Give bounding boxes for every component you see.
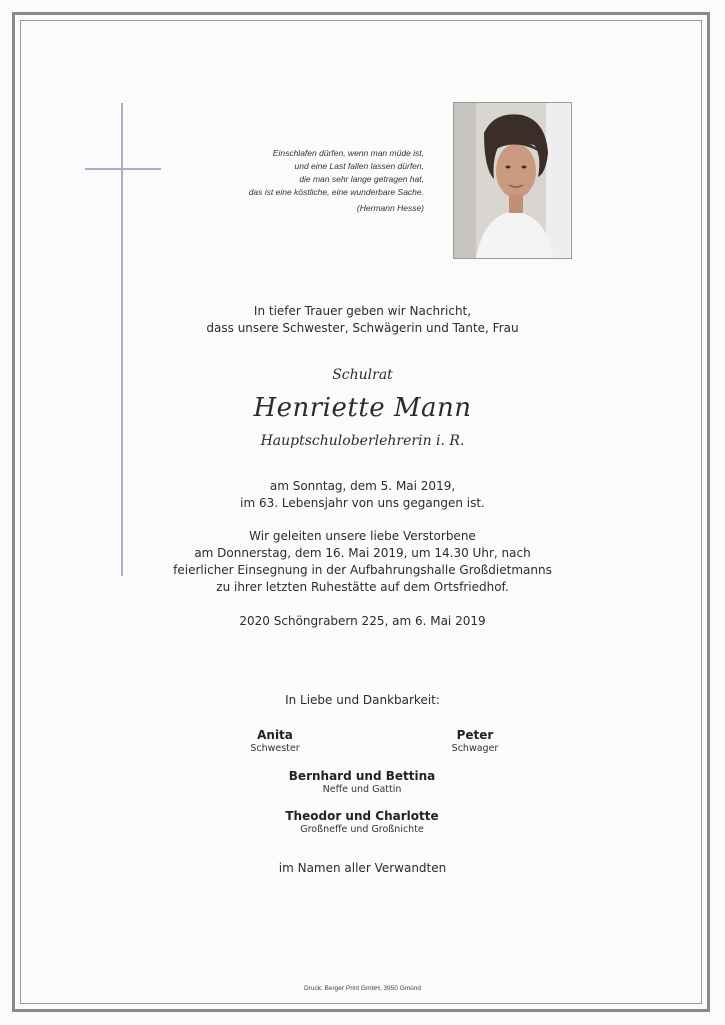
funeral-line: am Donnerstag, dem 16. Mai 2019, um 14.30 Uhr, nach xyxy=(194,546,531,560)
family-member-name: Bernhard und Bettina xyxy=(288,769,436,783)
quote-author: (Hermann Hesse) xyxy=(356,203,424,213)
death-notice xyxy=(0,478,725,512)
announcement-line: dass unsere Schwester, Schwägerin und Tante, Frau xyxy=(206,321,519,335)
family-member xyxy=(262,769,462,796)
quote-block xyxy=(164,147,424,215)
quote-line: Einschlafen dürfen, wenn man müde ist, xyxy=(272,148,424,158)
family-member-name: Peter xyxy=(456,728,494,742)
deceased-title: Schulrat xyxy=(332,367,393,383)
closing-line: im Namen aller Verwandten xyxy=(278,861,447,875)
family-member-role: Großneffe und Großnichte xyxy=(300,824,424,835)
family-member-name: Anita xyxy=(257,728,293,742)
family-member-role: Neffe und Gattin xyxy=(322,784,402,795)
announcement-line: In tiefer Trauer geben wir Nachricht, xyxy=(253,304,472,318)
family-member xyxy=(262,809,462,836)
deceased-profession: Hauptschuloberlehrerin i. R. xyxy=(260,433,465,449)
portrait-photo xyxy=(453,102,572,259)
funeral-line: feierlicher Einsegnung in der Aufbahrungshalle Großdietmanns xyxy=(173,563,552,577)
announcement xyxy=(0,303,725,337)
quote-line: und eine Last fallen lassen dürfen, xyxy=(294,161,424,171)
quote-line: die man sehr lange getragen hat, xyxy=(299,174,424,184)
family-member-name: Theodor und Charlotte xyxy=(285,809,439,823)
printer-credit: Druck: Berger Print GmbH, 3950 Gmünd xyxy=(303,985,422,992)
quote-line: das ist eine köstliche, eine wunderbare Sache. xyxy=(248,187,424,197)
deceased-name: Henriette Mann xyxy=(253,393,472,423)
family-member-role: Schwester xyxy=(250,743,300,754)
funeral-line: Wir geleiten unsere liebe Verstorbene xyxy=(249,529,476,543)
family-member-role: Schwager xyxy=(451,743,499,754)
family-member xyxy=(220,728,330,755)
place-date: 2020 Schöngrabern 225, am 6. Mai 2019 xyxy=(239,614,486,628)
gratitude-heading: In Liebe und Dankbarkeit: xyxy=(285,693,440,707)
death-line: am Sonntag, dem 5. Mai 2019, xyxy=(269,479,456,493)
cross-icon-horizontal xyxy=(85,168,161,170)
funeral-notice xyxy=(0,528,725,596)
funeral-line: zu ihrer letzten Ruhestätte auf dem Ortsfriedhof. xyxy=(216,580,509,594)
family-member xyxy=(420,728,530,755)
death-line: im 63. Lebensjahr von uns gegangen ist. xyxy=(240,496,485,510)
